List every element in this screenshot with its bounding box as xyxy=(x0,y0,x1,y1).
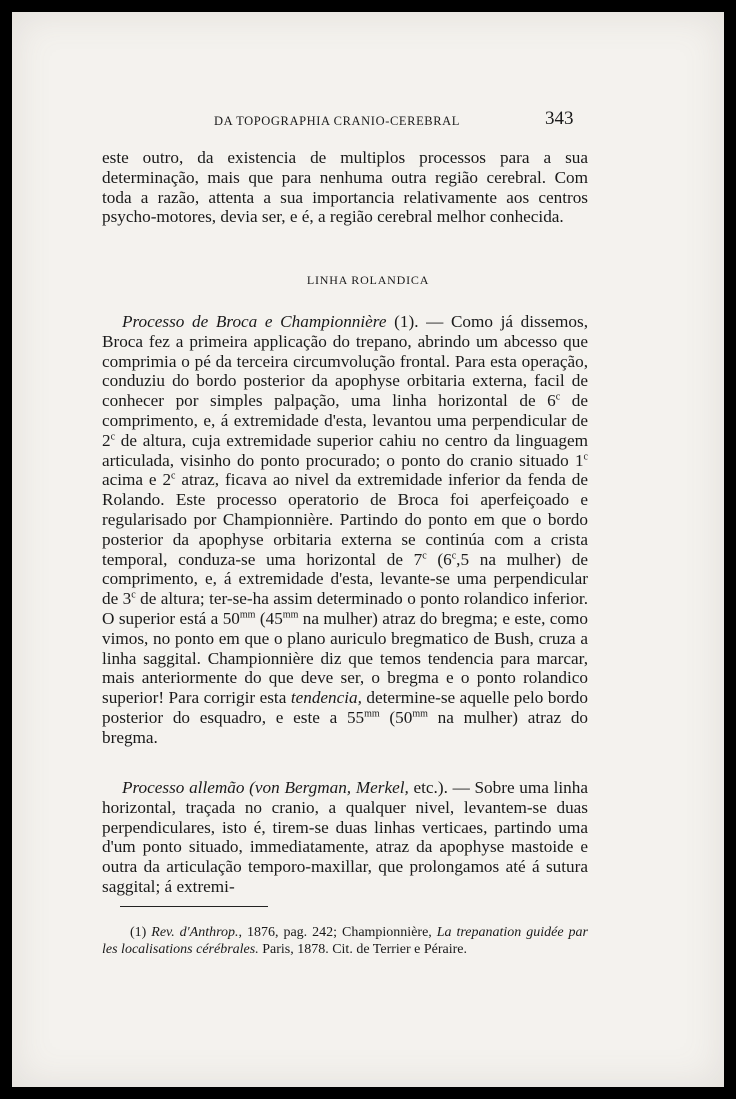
paragraph-title: Processo allemão (von Bergman, Merkel, xyxy=(122,778,409,797)
paragraph-processo-allemao: Processo allemão (von Bergman, Merkel, etc.). — Sobre uma linha horizontal, traçada no cranio, a qualquer nivel, levantem-se duas perpendiculares, isto é, tirem-se duas linhas verticaes, partindo uma d'um ponto situado, immediatamente, atraz da apophyse mastoide e outra da articulação temporo-maxillar, que prolongamos até á sutura saggital; á extremi- xyxy=(102,778,588,896)
page-header xyxy=(12,108,724,132)
running-head: DA TOPOGRAPHIA CRANIO-CEREBRAL xyxy=(214,114,461,128)
book-page xyxy=(12,12,724,1087)
paragraph-broca-championniere: Processo de Broca e Championnière (1). — Como já dissemos, Broca fez a primeira applicação do trepano, abrindo um abcesso que comprimia o pé da terceira circumvolução frontal. Para esta operação, conduziu do bordo posterior da apophyse orbitaria externa, facil de conhecer por simples palpação, uma linha horizontal de 6$^c$ de comprimento, e, á extremidade d'esta, levantou uma perpendicular de 2$^c$ de altura, cuja extremidade superior cahiu no centro da linguagem articulada, visinho do ponto procurado; o ponto do cranio situado 1$^c$ acima e 2$^c$ atraz, ficava ao nivel da extremidade inferior da fenda de Rolando. Este processo operatorio de Broca foi aperfeiçoado e regularisado por Championnière. Partindo do ponto em que o bordo posterior da apophyse orbitaria externa se continúa com a crista temporal, conduza-se uma horizontal de 7$^c$ (6$^c$,5 na mulher) de comprimento, e, á extremidade d'esta, levante-se uma perpendicular de 3$^c$ de altura; ter-se-ha assim determinado o ponto rolandico inferior. O superior está a $50^{mm}$ ($45^{mm}$ na mulher) atraz do bregma; e este, como vimos, no ponto em que o plano auriculo bregmatico de Bush, cruza a linha saggital. Championnière diz que temos tendencia para marcar, mais anteriormente do que deve ser, o bregma e o ponto rolandico superior! Para corrigir esta tendencia, determine-se aquelle pelo bordo posterior do esquadro, e este a $55^{mm}$ ($50^{mm}$ na mulher) atraz do bregma. xyxy=(102,312,589,747)
footnote-ref: (1) xyxy=(394,312,415,331)
footnote: (1) Rev. d'Anthrop., 1876, pag. 242; Championnière, La trepanation guidée par les localisations cérébrales. Paris, 1878. Cit. de Terrier e Péraire. xyxy=(102,925,588,957)
paragraph-title: Processo de Broca e Championnière xyxy=(122,312,387,331)
footnote-divider xyxy=(120,906,268,907)
paragraph-1: este outro, da existencia de multiplos processos para a sua determinação, mais que para nenhuma outra região cerebral. Com toda a razão, attenta a sua importancia relativamente aos centros psycho-motores, devia ser, e é, a região cerebral melhor conhecida. xyxy=(102,148,588,227)
section-heading: LINHA ROLANDICA xyxy=(306,273,430,287)
page-number: 343 xyxy=(545,108,574,129)
